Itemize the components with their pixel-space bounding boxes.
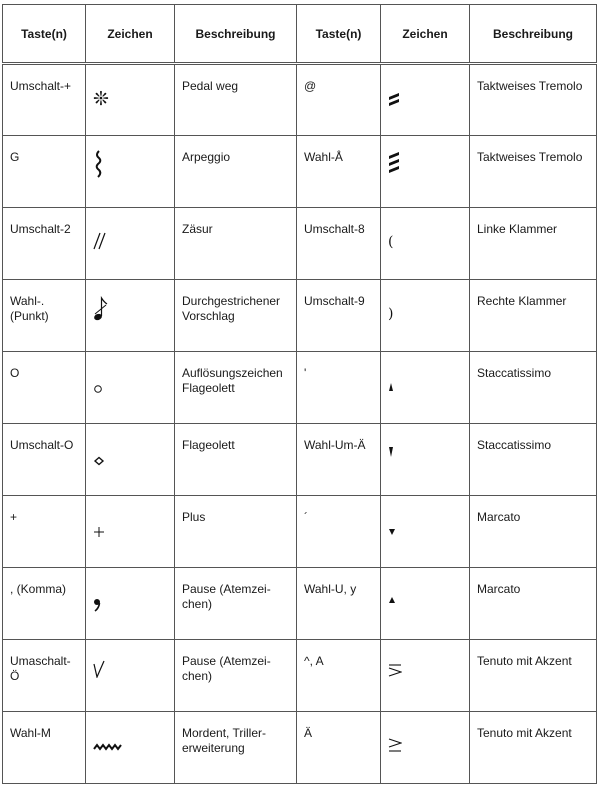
header-symbol-1: Zeichen — [86, 5, 175, 64]
marcato-down-icon — [388, 528, 396, 536]
description-cell: Zäsur — [175, 208, 297, 280]
symbol-cell — [86, 712, 175, 784]
table-row — [3, 712, 597, 784]
key-cell: Ä — [297, 712, 381, 784]
symbol-cell — [381, 136, 470, 208]
symbol-cell — [86, 352, 175, 424]
caesura-icon — [93, 232, 107, 250]
key-cell: Umschalt-2 — [3, 208, 86, 280]
table-row — [3, 64, 597, 136]
marcato-up-icon — [388, 596, 396, 604]
symbol-cell — [86, 64, 175, 136]
key-cell: , (Komma) — [3, 568, 86, 640]
table-row — [3, 136, 597, 208]
description-cell: Tenuto mit Akzent — [470, 640, 597, 712]
symbol-cell — [381, 280, 470, 352]
tremolo-3-icon — [388, 150, 400, 174]
header-symbol-2: Zeichen — [381, 5, 470, 64]
harmonic-circle-icon — [93, 384, 103, 394]
symbol-cell — [381, 208, 470, 280]
description-cell: Arpeggio — [175, 136, 297, 208]
grace-note-icon — [93, 296, 109, 322]
harmonic-diamond-icon — [93, 456, 105, 466]
key-cell: Wahl-Um-Ä — [297, 424, 381, 496]
description-cell: Plus — [175, 496, 297, 568]
key-cell: @ — [297, 64, 381, 136]
table-row — [3, 640, 597, 712]
key-cell: G — [3, 136, 86, 208]
description-cell: Marcato — [470, 568, 597, 640]
symbol-cell — [381, 424, 470, 496]
symbol-cell — [381, 712, 470, 784]
description-cell: Pedal weg — [175, 64, 297, 136]
tenuto-accent-icon — [388, 664, 402, 678]
shortcut-table — [2, 4, 597, 784]
staccatissimo-down-icon — [388, 446, 394, 458]
symbol-cell — [86, 568, 175, 640]
description-cell: Marcato — [470, 496, 597, 568]
description-cell: Taktweises Tremolo — [470, 64, 597, 136]
description-cell: Tenuto mit Akzent — [470, 712, 597, 784]
header-keys-2: Taste(n) — [297, 5, 381, 64]
description-cell: Auflösungszeichen Flageolett — [175, 352, 297, 424]
table-row — [3, 208, 597, 280]
header-keys-1: Taste(n) — [3, 5, 86, 64]
breath-tick-icon — [93, 660, 105, 678]
header-description-2: Beschreibung — [470, 5, 597, 64]
symbol-cell — [381, 568, 470, 640]
table-row — [3, 352, 597, 424]
key-cell: Wahl-. (Punkt) — [3, 280, 86, 352]
symbol-cell — [86, 136, 175, 208]
key-cell: Umschalt-O — [3, 424, 86, 496]
key-cell: ^, A — [297, 640, 381, 712]
key-cell: Umschalt-+ — [3, 64, 86, 136]
key-cell: + — [3, 496, 86, 568]
mordent-trill-icon — [93, 742, 123, 752]
description-cell: Pause (Atemzei- chen) — [175, 568, 297, 640]
description-cell: Pause (Atemzei- chen) — [175, 640, 297, 712]
key-cell: Wahl-M — [3, 712, 86, 784]
table-row — [3, 280, 597, 352]
pedal-release-icon: ❊ — [93, 88, 109, 110]
key-cell: O — [3, 352, 86, 424]
key-cell: ´ — [297, 496, 381, 568]
description-cell: Mordent, Triller- erweiterung — [175, 712, 297, 784]
symbol-cell — [381, 352, 470, 424]
description-cell: Durchgestrichener Vorschlag — [175, 280, 297, 352]
header-row — [3, 5, 597, 64]
description-cell: Staccatissimo — [470, 352, 597, 424]
tenuto-accent-below-icon — [388, 738, 402, 752]
key-cell: Umschalt-8 — [297, 208, 381, 280]
symbol-cell — [381, 64, 470, 136]
description-cell: Taktweises Tremolo — [470, 136, 597, 208]
header-description-1: Beschreibung — [175, 5, 297, 64]
left-paren-icon: ( — [388, 234, 394, 250]
right-paren-icon: ) — [388, 306, 394, 322]
symbol-cell — [381, 640, 470, 712]
symbol-cell — [86, 424, 175, 496]
description-cell: Flageolett — [175, 424, 297, 496]
breath-comma-icon — [93, 598, 101, 612]
plus-icon — [93, 526, 105, 538]
description-cell: Linke Klammer — [470, 208, 597, 280]
table-row — [3, 496, 597, 568]
description-cell: Rechte Klammer — [470, 280, 597, 352]
table-row — [3, 568, 597, 640]
staccatissimo-icon — [388, 382, 394, 392]
key-cell: Wahl-Å — [297, 136, 381, 208]
key-cell: Wahl-U, y — [297, 568, 381, 640]
tremolo-2-icon — [388, 91, 400, 107]
key-cell: Umschalt-9 — [297, 280, 381, 352]
symbol-cell — [86, 640, 175, 712]
symbol-cell — [86, 496, 175, 568]
description-cell: Staccatissimo — [470, 424, 597, 496]
key-cell: ' — [297, 352, 381, 424]
symbol-cell — [86, 280, 175, 352]
key-cell: Umaschalt- Ö — [3, 640, 86, 712]
arpeggio-icon — [93, 150, 103, 178]
table-row — [3, 424, 597, 496]
symbol-cell — [86, 208, 175, 280]
symbol-cell — [381, 496, 470, 568]
